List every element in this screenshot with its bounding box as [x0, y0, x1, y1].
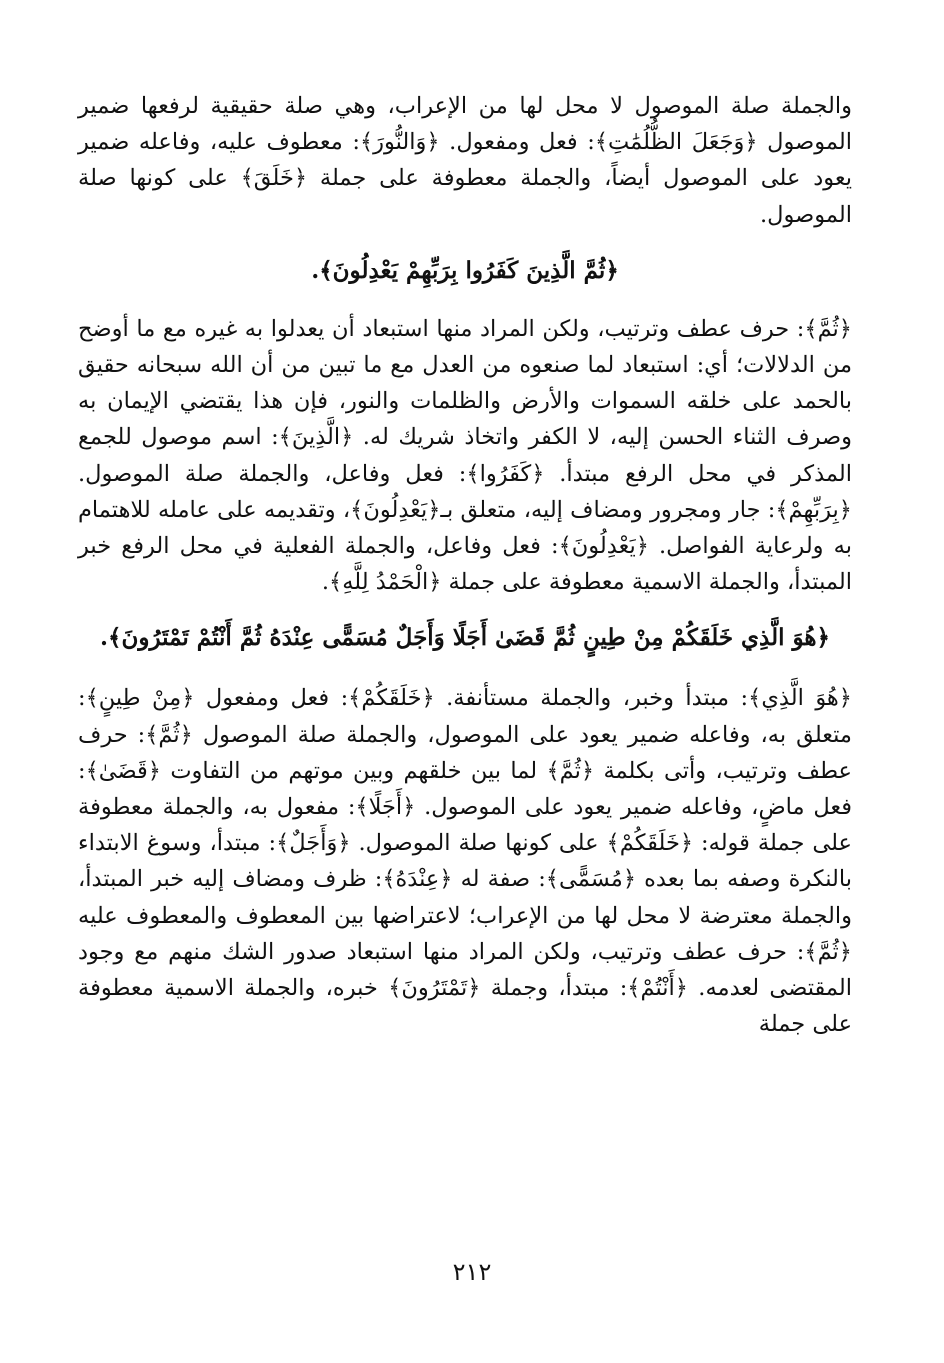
page-body: [78, 88, 852, 1042]
paragraph-commentary-1: ﴿ثُمَّ﴾: حرف عطف وترتيب، ولكن المراد منها استبعاد أن يعدلوا به غيره مع ما أوضح من الدلالات؛ أي: استبعاد لما صنعوه من العدل مع ما تبين من أن الله سبحانه حقيق بالحمد على خلقه السموات والأرض والظلمات والنور، فإن هذا يقتضي الإيمان به وصرف الثناء الحسن إليه، لا الكفر واتخاذ شريك له. ﴿الَّذِينَ﴾: اسم موصول للجمع المذكر في محل الرفع مبتدأ. ﴿كَفَرُوا﴾: فعل وفاعل، والجملة صلة الموصول. ﴿بِرَبِّهِمْ﴾: جار ومجرور ومضاف إليه، متعلق بـ﴿يَعْدِلُونَ﴾، وتقديمه على عامله للاهتمام به ولرعاية الفواصل. ﴿يَعْدِلُونَ﴾: فعل وفاعل، والجملة الفعلية في محل الرفع خبر المبتدأ، والجملة الاسمية معطوفة على جملة ﴿الْحَمْدُ لِلَّهِ﴾.: [78, 315, 852, 596]
paragraph-commentary-2: ﴿هُوَ الَّذِي﴾: مبتدأ وخبر، والجملة مستأنفة. ﴿خَلَقَكُمْ﴾: فعل ومفعول ﴿مِنْ طِينٍ﴾: متعلق به، وفاعله ضمير يعود على الموصول، والجملة صلة الموصول ﴿ثُمَّ﴾: حرف عطف وترتيب، وأتى بكلمة ﴿ثُمَّ﴾ لما بين خلقهم وبين موتهم من التفاوت ﴿قَضَىٰ﴾: فعل ماضٍ، وفاعله ضمير يعود على الموصول. ﴿أَجَلًا﴾: مفعول به، والجملة معطوفة على جملة قوله: ﴿خَلَقَكُمْ﴾ على كونها صلة الموصول. ﴿وَأَجَلٌ﴾: مبتدأ، وسوغ الابتداء بالنكرة وصفه بما بعده ﴿مُسَمًّى﴾: صفة له ﴿عِنْدَهُ﴾: ظرف ومضاف إليه خبر المبتدأ، والجملة معترضة لا محل لها من الإعراب؛ لاعتراضها بين المعطوف والمعطوف عليه ﴿ثُمَّ﴾: حرف عطف وترتيب، ولكن المراد منها استبعاد صدور الشك منهم مع وجود المقتضى لعدمه. ﴿أَنْتُمْ﴾: مبتدأ، وجملة ﴿تَمْتَرُونَ﴾ خبره، والجملة الاسمية معطوفة على جملة: [78, 685, 852, 1038]
page-number: ٢١٢: [452, 1258, 492, 1286]
quran-verse-1: ﴿ثُمَّ الَّذِينَ كَفَرُوا بِرَبِّهِمْ يَعْدِلُونَ﴾.: [311, 256, 619, 284]
quran-verse-2: ﴿هُوَ الَّذِي خَلَقَكُمْ مِنْ طِينٍ ثُمَّ قَضَىٰ أَجَلًا وَأَجَلٌ مُسَمًّى عِنْدَهُ ثُمَّ أَنْتُمْ تَمْتَرُونَ﴾.: [99, 624, 831, 652]
paragraph-intro: والجملة صلة الموصول لا محل لها من الإعراب، وهي صلة حقيقية لرفعها ضمير الموصول ﴿وَجَعَلَ الظُّلُمَٰتِ﴾: فعل ومفعول. ﴿وَالنُّورَ﴾: معطوف عليه، وفاعله ضمير يعود على الموصول أيضاً، والجملة معطوفة على جملة ﴿خَلَقَ﴾ على كونها صلة الموصول.: [78, 93, 852, 228]
